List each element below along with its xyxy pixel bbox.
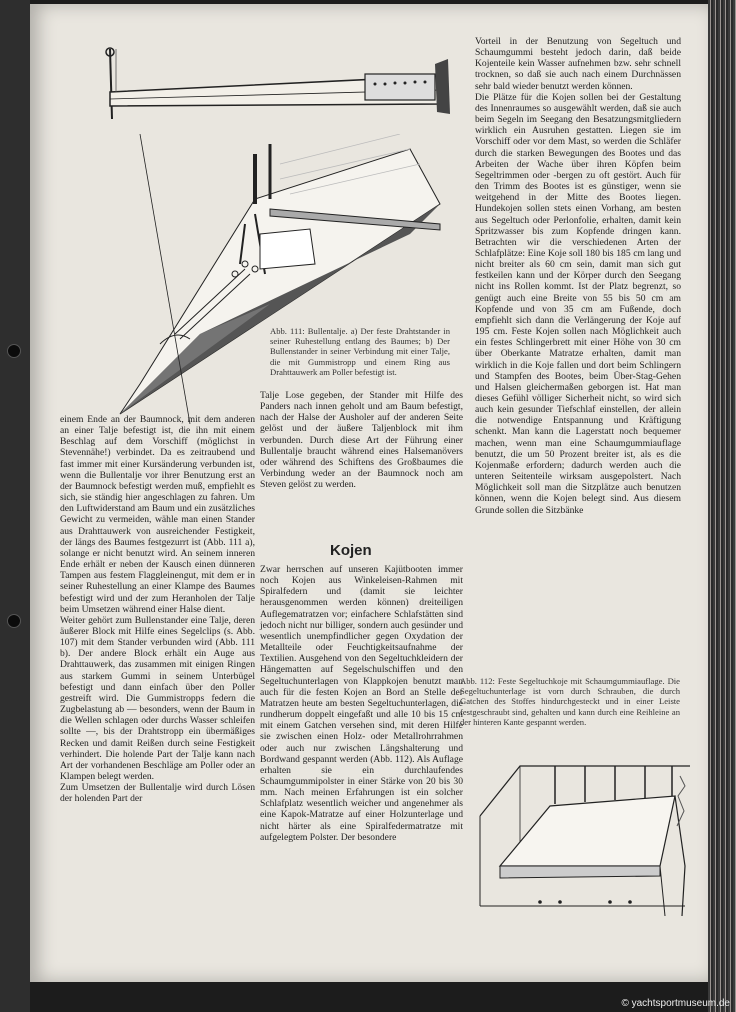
binder-hole [7, 344, 21, 358]
paragraph: Zum Umsetzen der Bullentalje wird durch Lösen der holenden Part der [60, 782, 255, 805]
watermark: © yachtsportmuseum.de [621, 998, 730, 1009]
binder-hole [7, 614, 21, 628]
bullentalje-illustration [80, 134, 450, 424]
paragraph: Talje Lose gegeben, der Stander mit Hilfe des Panders nach innen geholt und am Baum befestigt, nach der Halse der Ausholer auf der anderen Seite gelöst und der äußere Taljenblock mit ihm verbunden. Durch diese Art der Führung einer Bullentalje braucht während eines Halsemanövers oder während des Schiftens des Großbaumes die Verbindung weder an der Baumnock noch am Steven gelöst zu werden. [260, 390, 463, 491]
figure-112-caption: Abb. 112: Feste Segeltuchkoje mit Schaumgummiauflage. Die Segeltuchunterlage ist vorn durch Schrauben, die durch Gatchen des Stoffes hindurchgesteckt und in einer Leiste festgeschraubt sind, gehalten und kann durch eine Reihleine an der hinteren Kante gespannt werden. [460, 676, 680, 727]
paragraph: Weiter gehört zum Bullenstander eine Talje, deren äußerer Block mit Hilfe eines Segelclips (s. Abb. 107) mit dem Stander verbunden wird (Abb. 111 b). Der andere Block erhält ein Auge aus Drahttauwerk, das zusammen mit einigen Ringen aus starkem Gummi in seinem Unterbügel befestigt und dann einfach über den Poller gestreift wird. Die Gummistropps federn die Zugbelastung ab — besonders, wenn der Baum in die Wellen schlagen oder durchs Wasser schleifen sollte —, bis der Drahtstropp ein übermäßiges Recken und damit Reißen durch seine Festigkeit verhindert. Die holende Part der Talje kann nach Art der vorhandenen Beschläge am Poller oder an Klampen belegt werden. [60, 614, 255, 782]
book-page [30, 4, 708, 982]
paragraph: Die Plätze für die Kojen sollen bei der Gestaltung des Innenraumes so ausgewählt werden, daß sie auch beim Segeln im Seegang den Besatzungsmitgliedern wirklich ein Ausruhen gestatten. Liegen sie im Vorschiff oder vor dem Mast, so werden die Schläfer durch die starken Bewegungen des Bootes und das Arbeiten der Wache über ihren Köpfen beim Segeltrimmen oder -bergen zu oft gestört. Auch für den Trimm des Bootes ist es günstiger, wenn sie weitgehend in der Mitte des Bootes liegen. Hundekojen sollen stets einen Vorhang, am besten aus Segeltuch oder Perlonfolie, erhalten, damit kein Spritzwasser bis zum Kopfende dringen kann. Betrachten wir die verschiedenen Arten der Schlafplätze: Eine Koje soll 180 bis 185 cm lang und nicht breiter als 60 cm sein, damit man sich gut festkeilen kann und der Körper durch den Seegang nicht ins Rollen kommt. Ist der Platz begrenzt, so genügt auch eine Breite von 55 bis 50 cm am Kopfende und von 35 cm am Fußende, doch empfiehlt sich dann die Verlängerung der Koje auf 195 cm. Feste Kojen sollen nach Möglichkeit auch ein festes Schlingerbrett mit einer Höhe von 30 cm über Oberkante Matratze erhalten, damit man wirklich in die Koje fallen und dort beim Schlingern und Stampfen des Bootes, beim Über-Stag-Gehen und Halsen gleichermaßen geborgen ist. Hat man dieses Gefühl völliger Sicherheit nicht, so wird sich auch kein gesunder Tiefschlaf einstellen, der allein die notwendige Entspannung und Kräftigung schenkt. Man kann die Lagerstatt noch bequemer machen, wenn man eine Schaumgummiauflage benutzt, die um 50 Prozent breiter ist, als es die Kojenmaße erfordern; dadurch werden auch die unteren Seitenteile wirksam ausgepolstert. Nach Möglichkeit soll man die Sitzplätze auch benutzen können, wenn die Kojen belegt sind. Aus diesem Grunde sollen die Sitzbänke [475, 91, 681, 516]
binder-left-edge [0, 0, 30, 1012]
page-stack-edge [708, 0, 736, 1012]
figure-111-caption: Abb. 111: Bullentalje. a) Der feste Drahtstander in seiner Ruhestellung entlang des Baumes; b) Der Bullenstander in seiner Verbindung mit einer Talje, die mit Gummistropp und einem Ring aus Drahttauwerk am Poller befestigt ist. [270, 326, 450, 377]
section-heading-kojen: Kojen [330, 542, 372, 559]
paragraph: Vorteil in der Benutzung von Segeltuch und Schaumgummi besteht jedoch darin, daß beide Kojenteile kein Wasser aufnehmen bzw. sehr schnell trocknen, so daß sie auch nach einem Durchnässen sehr bald wieder benutzt werden können. [475, 36, 681, 92]
text-column-middle-top [260, 390, 463, 490]
bunk-illustration [460, 756, 690, 920]
boom-detail-illustration [80, 44, 450, 124]
text-column-left [60, 414, 255, 804]
text-column-right [475, 36, 681, 516]
paragraph: einem Ende an der Baumnock, mit dem anderen an einer Talje befestigt ist, die ihn mit einem Beschlag auf dem Vorschiff (möglichst in Stevennähe!) verbindet. Da es zeitraubend und fast immer mit einer Kursänderung verbunden ist, wenn die Bullentalje vor ihrer Benutzung erst an der Baumnock befestigt werden muß, empfiehlt es sich, sie ständig hier angeschlagen zu fahren. Um den Luftwiderstand am Baum und ein zusätzliches Gewicht zu vermeiden, wähle man einen Stander aus Drahttauwerk von ausreichender Festigkeit, der längs des Baumes festgezurrt ist (Abb. 111 a), solange er nicht benutzt wird. An seinem inneren Ende erhält er neben der Kausch einen dünneren Tampen aus festem Flaggleinengut, mit dem er in seiner Ruhestellung an einer Klampe des Baumes befestigt wird und der zum Heranholen der Talje beim Umsetzen während einer Halse dient. [60, 414, 255, 615]
text-column-middle [260, 564, 463, 843]
paragraph: Zwar herrschen auf unseren Kajütbooten immer noch Kojen aus Winkeleisen-Rahmen mit Spiralfedern und (damit sie leichter herausgenommen werden können) dreiteiligen Auflegematratzen vor; einfachere Schlafstätten sind jedoch nicht nur billiger, sondern auch gesünder und wesentlich unempfindlicher gegen Oxydation der Metallteile oder Feuchtigkeitsaufnahme der Textilien. Ausgehend von den Segeltuchkleidern der Hängematten auf Segelschulschiffen und den Segeltuchunterlagen von Klappkojen benutzt man auch für die festen Kojen an Bord an Stelle der Matratzen heute am besten Segeltuchunterlagen, die rundherum doppelt eingefaßt und alle 10 bis 15 cm mit einem Gatchen versehen sind, mit deren Hilfe sie zwischen einen Holz- oder Metallrohrrahmen oder auch nur zwischen Längshalterung und Bordwand gespannt werden (Abb. 112). Als Auflage erhalten sie ein durchlaufendes Schaumgummipolster in einer Stärke von 20 bis 30 mm. Nach meinen Erfahrungen ist ein solcher Schlafplatz wesentlich weicher und angenehmer als eine Kapok-Matratze auf einer Holzunterlage und nicht härter als eine Spiralfedermatratze mit aufgelegtem Polster. Der besondere [260, 564, 463, 843]
